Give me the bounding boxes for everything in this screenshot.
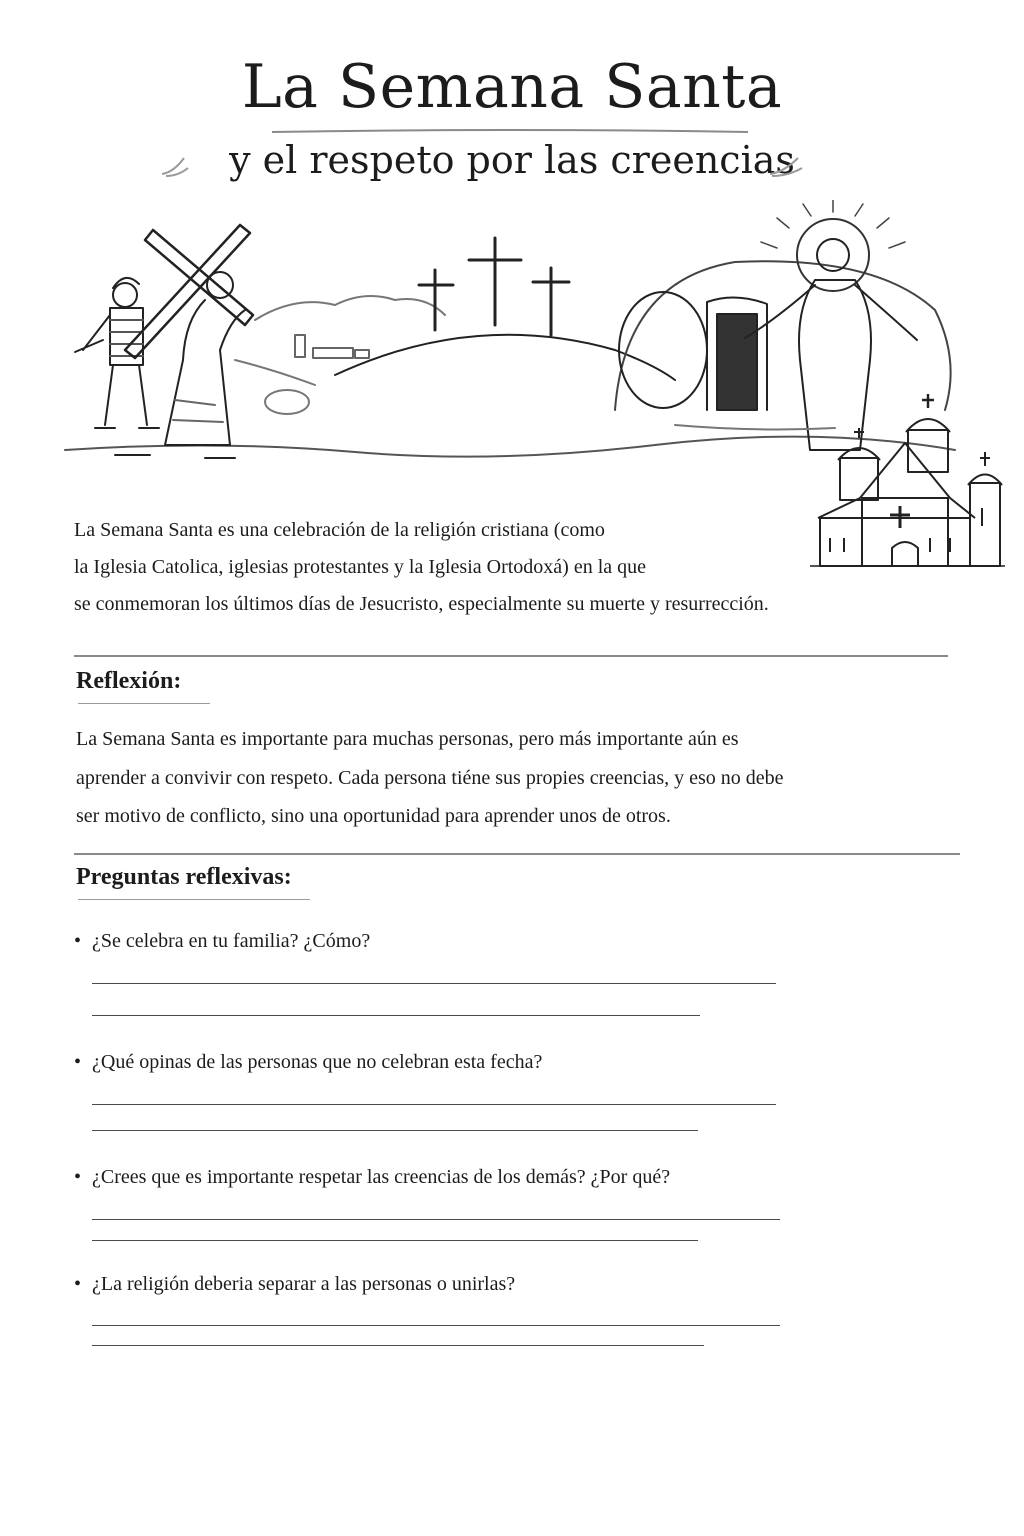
intro-line: La Semana Santa es una celebración de la religión cristiana (como bbox=[74, 519, 605, 541]
answer-line[interactable] bbox=[92, 1325, 780, 1326]
heading-underline bbox=[78, 899, 310, 900]
section-divider bbox=[74, 655, 948, 657]
reflection-line: La Semana Santa es importante para muchas personas, pero más importante aún es bbox=[76, 728, 739, 750]
tomb-stone bbox=[619, 292, 707, 408]
reflection-line: ser motivo de conflicto, sino una oportunidad para aprender unos de otros. bbox=[76, 805, 671, 827]
question-text: ¿Qué opinas de las personas que no celebran esta fecha? bbox=[92, 1051, 543, 1073]
church-illustration bbox=[800, 388, 1010, 578]
section-divider bbox=[74, 853, 960, 855]
sun-rays bbox=[761, 200, 905, 248]
question-item bbox=[74, 1051, 542, 1074]
question-text: ¿La religión deberia separar a las personas o unirlas? bbox=[92, 1273, 516, 1295]
answer-line[interactable] bbox=[92, 983, 776, 984]
answer-line[interactable] bbox=[92, 1219, 780, 1220]
bullet-icon: • bbox=[74, 1051, 82, 1073]
intro-paragraph bbox=[74, 512, 794, 623]
bullet-icon: • bbox=[74, 1166, 82, 1188]
distant-town bbox=[295, 335, 369, 358]
reflection-heading: Reflexión: bbox=[76, 668, 182, 694]
mountains bbox=[255, 296, 445, 320]
reflection-paragraph bbox=[76, 720, 916, 836]
answer-line[interactable] bbox=[92, 1015, 700, 1016]
three-crosses bbox=[419, 238, 569, 335]
bullet-icon: • bbox=[74, 1273, 82, 1295]
reflection-line: aprender a convivir con respeto. Cada persona tiéne sus propies creencias, y eso no debe bbox=[76, 766, 784, 789]
bullet-icon: • bbox=[74, 930, 82, 952]
question-item bbox=[74, 1166, 670, 1189]
question-item bbox=[74, 930, 370, 953]
questions-heading: Preguntas reflexivas: bbox=[76, 864, 292, 890]
answer-line[interactable] bbox=[92, 1345, 704, 1346]
roman-soldier bbox=[75, 278, 159, 428]
page-title: La Semana Santa bbox=[241, 52, 783, 122]
right-flourish-icon bbox=[768, 150, 804, 180]
answer-line[interactable] bbox=[92, 1130, 698, 1131]
intro-line: se conmemoran los últimos días de Jesucristo, especialmente su muerte y resurrección. bbox=[74, 593, 769, 615]
page-subtitle: y el respeto por las creencias bbox=[229, 138, 795, 182]
heading-underline bbox=[78, 703, 210, 704]
question-item bbox=[74, 1273, 515, 1296]
answer-line[interactable] bbox=[92, 1240, 698, 1241]
jesus-carrying-cross bbox=[115, 225, 315, 458]
answer-line[interactable] bbox=[92, 1104, 776, 1105]
question-text: ¿Crees que es importante respetar las creencias de los demás? ¿Por qué? bbox=[92, 1166, 671, 1188]
intro-line: la Iglesia Catolica, iglesias protestantes y la Iglesia Ortodoxá) en la que bbox=[74, 556, 647, 578]
question-text: ¿Se celebra en tu familia? ¿Cómo? bbox=[92, 930, 371, 952]
title-underline bbox=[270, 128, 750, 136]
